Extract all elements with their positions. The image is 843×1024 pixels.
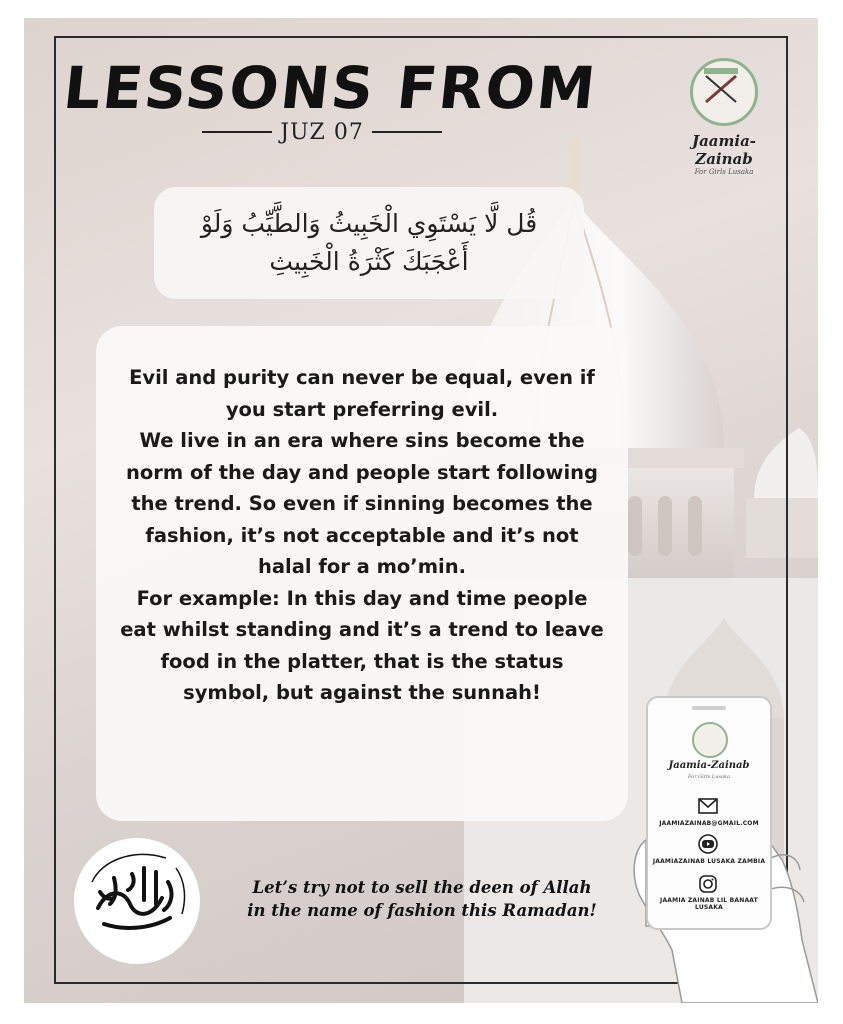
divider-line xyxy=(372,131,442,133)
youtube-icon xyxy=(697,834,719,854)
lesson-text xyxy=(116,362,608,709)
phone-brand: Jaamia-Zainab xyxy=(668,760,750,771)
phone-screen xyxy=(646,696,772,930)
logo-badge xyxy=(690,58,758,126)
lesson-paragraph: For example: In this day and time people eat whilst standing and it’s a trend to leave food in the platter, that is the status symbol, but against the sunnah! xyxy=(120,586,604,704)
calligraphy-icon xyxy=(74,838,200,964)
instagram-handle[interactable]: JAAMIA ZAINAB LIL BANAAT LUSAKA xyxy=(660,897,758,911)
contact-phone xyxy=(622,690,818,1003)
logo-brand: Jaamia-Zainab xyxy=(691,132,757,168)
verse-card xyxy=(154,187,584,299)
calligraphy-seal xyxy=(74,838,200,964)
logo-tagline: For Girls Lusaka xyxy=(694,168,754,176)
arabic-verse: قُل لَّا يَسْتَوِي الْخَبِيثُ وَالطَّيِّبُ وَلَوْ أَعْجَبَكَ كَثْرَةُ الْخَبِيثِ xyxy=(200,209,538,276)
divider-line xyxy=(202,131,272,133)
closing-message: Let’s try not to sell the deen of Allah in the name of fashion this Ramadan! xyxy=(247,878,597,920)
poster xyxy=(24,18,818,1003)
juz-subtitle: JUZ 07 xyxy=(280,119,364,145)
phone-speaker xyxy=(692,706,726,710)
lesson-paragraph: We live in an era where sins become the norm of the day and people start following the trend. So even if sinning becomes the fashion, it’s not acceptable and it’s not halal for a mo’min. xyxy=(126,429,598,578)
phone-logo-badge xyxy=(692,722,728,758)
mail-icon xyxy=(697,796,719,816)
page-title: LESSONS FROM xyxy=(60,54,601,122)
email-address[interactable]: JAAMIAZAINAB@GMAIL.COM xyxy=(659,820,759,827)
subtitle-row xyxy=(202,117,442,147)
lesson-paragraph: Evil and purity can never be equal, even if you start preferring evil. xyxy=(129,366,595,421)
quill-icon xyxy=(690,58,752,120)
phone-tagline: For Girls Lusaka xyxy=(687,774,731,780)
instagram-icon xyxy=(697,874,719,894)
jaamia-zainab-logo xyxy=(664,58,784,198)
lesson-card xyxy=(96,326,628,821)
youtube-channel[interactable]: JAAMIAZAINAB LUSAKA ZAMBIA xyxy=(652,858,766,865)
